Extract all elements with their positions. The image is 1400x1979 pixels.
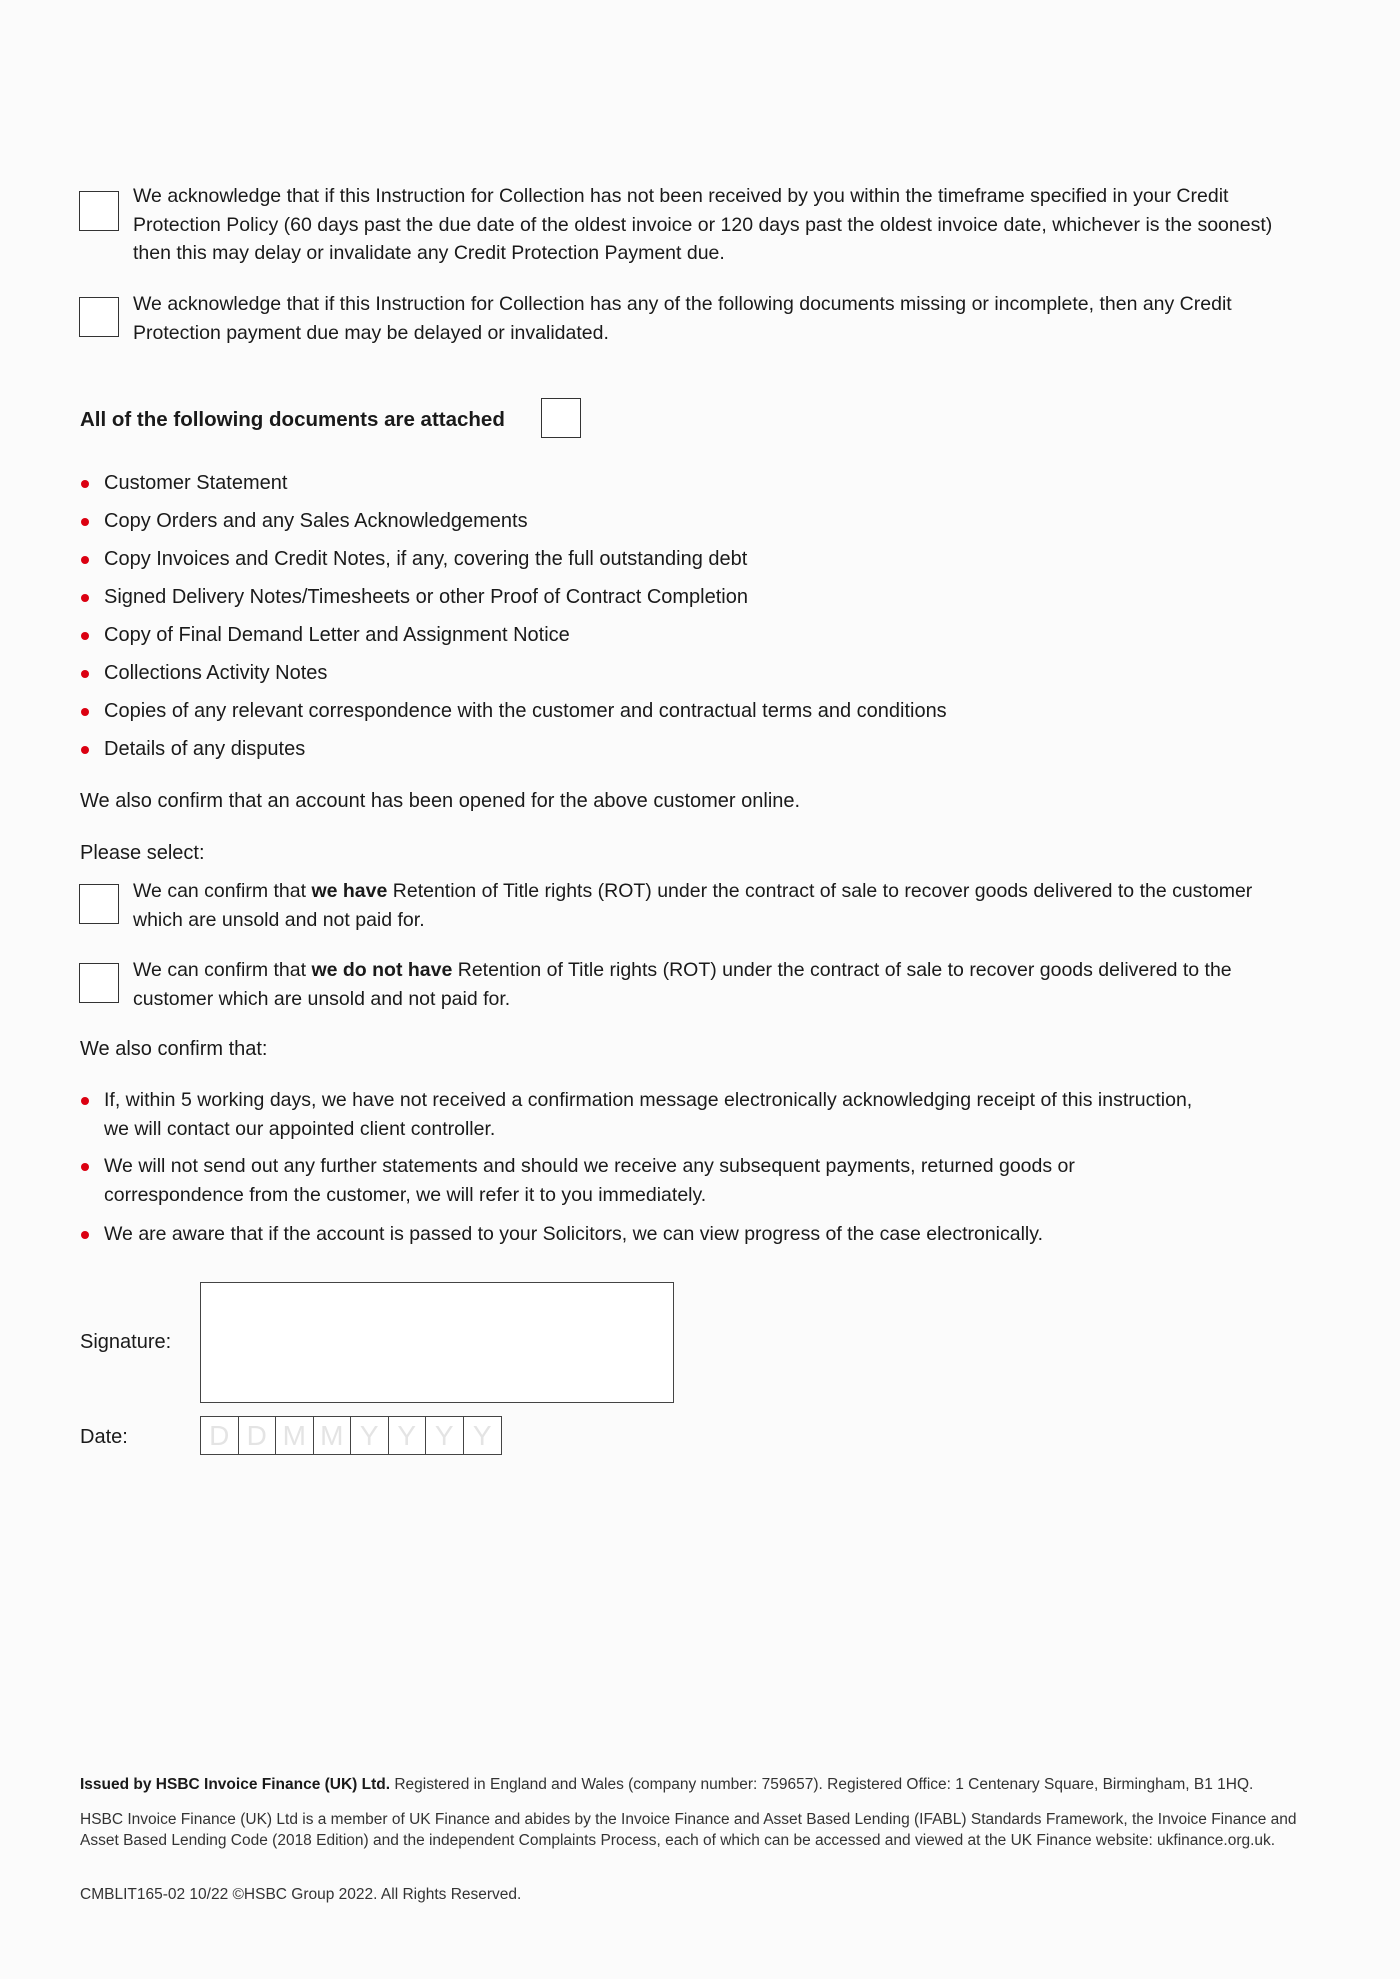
- rot-do-not-have-checkbox[interactable]: [79, 963, 119, 1003]
- signature-label: Signature:: [80, 1331, 172, 1353]
- acknowledge-missing-docs-text: We acknowledge that if this Instruction for Collection has any of the following documents missing or incomplete, then any Credit Protection payment due may be delayed or invalidated.: [133, 293, 1232, 344]
- document-item-label: Collections Activity Notes: [104, 662, 328, 684]
- bullet-icon: [81, 632, 89, 640]
- bullet-icon: [81, 480, 89, 488]
- document-item-label: Copy Invoices and Credit Notes, if any, covering the full outstanding debt: [104, 548, 748, 570]
- footer-issued-by: [80, 1774, 1253, 1795]
- footer-membership-text: HSBC Invoice Finance (UK) Ltd is a member of UK Finance and abides by the Invoice Finance and Asset Based Lending (IFABL) Standards Framework, the Invoice Finance and Asset Based Lending Code (2018 Edition) and the independent Complaints Process, each of which can be accessed and viewed at the UK Finance website: ukfinance.org.uk.: [80, 1811, 1297, 1849]
- bullet-icon: [81, 518, 89, 526]
- date-year-cell[interactable]: Y: [426, 1417, 464, 1454]
- footer-issued-by-rest: Registered in England and Wales (company number: 759657). Registered Office: 1 Centenary Square, Birmingham, B1 1HQ.: [390, 1776, 1254, 1793]
- document-item-label: Copy Orders and any Sales Acknowledgements: [104, 510, 528, 532]
- date-year-cell[interactable]: Y: [389, 1417, 427, 1454]
- bullet-icon: [81, 1231, 89, 1239]
- rot-have-text-bold: we have: [311, 880, 388, 902]
- rot-have-checkbox[interactable]: [79, 884, 119, 924]
- online-account-confirmation: We also confirm that an account has been opened for the above customer online.: [80, 790, 801, 812]
- date-month-cell[interactable]: M: [276, 1417, 314, 1454]
- rot-do-not-have-text-post: Retention of Title rights (ROT) under the contract of sale to recover goods delivered to the customer which are unsold and not paid for.: [133, 959, 1232, 1010]
- date-month-cell[interactable]: M: [314, 1417, 352, 1454]
- bullet-icon: [81, 594, 89, 602]
- document-item-label: Details of any disputes: [104, 738, 306, 760]
- rot-have-text-pre: We can confirm that: [133, 880, 312, 902]
- rot-do-not-have-text: [133, 956, 1293, 1013]
- document-item-label: Copy of Final Demand Letter and Assignment Notice: [104, 624, 570, 646]
- documents-heading: All of the following documents are attached: [80, 408, 505, 431]
- bullet-icon: [81, 1097, 89, 1105]
- confirm-item-text: We will not send out any further statements and should we receive any subsequent payments, returned goods or correspondence from the customer, we will refer it to you immediately.: [104, 1155, 1075, 1206]
- date-label: Date:: [80, 1426, 128, 1448]
- document-item-label: Copies of any relevant correspondence with the customer and contractual terms and conditions: [104, 700, 947, 722]
- bullet-icon: [81, 746, 89, 754]
- please-select-label: Please select:: [80, 842, 205, 864]
- footer-issued-by-bold: Issued by HSBC Invoice Finance (UK) Ltd.: [80, 1776, 391, 1793]
- signature-field[interactable]: [200, 1282, 674, 1403]
- acknowledge-timeframe-checkbox[interactable]: [79, 191, 119, 231]
- date-year-cell[interactable]: Y: [472, 1419, 492, 1451]
- rot-do-not-have-text-pre: We can confirm that: [133, 959, 312, 981]
- confirm-item-text: If, within 5 working days, we have not received a confirmation message electronically acknowledging receipt of this instruction, we will contact our appointed client controller.: [104, 1089, 1193, 1140]
- bullet-icon: [81, 1163, 89, 1171]
- documents-attached-checkbox[interactable]: [541, 398, 581, 438]
- bullet-icon: [81, 708, 89, 716]
- date-day-cell[interactable]: D: [201, 1417, 239, 1454]
- footer-reference: CMBLIT165-02 10/22 ©HSBC Group 2022. All Rights Reserved.: [80, 1886, 522, 1903]
- date-year-cell[interactable]: Y: [351, 1417, 389, 1454]
- acknowledge-timeframe-text: We acknowledge that if this Instruction for Collection has not been received by you within the timeframe specified in your Credit Protection Policy (60 days past the due date of the oldest invoice or 120 days past the oldest invoice date, whichever is the soonest) then this may delay or invalidate any Credit Protection Payment due.: [133, 185, 1273, 264]
- rot-do-not-have-text-bold: we do not have: [311, 959, 453, 981]
- bullet-icon: [81, 670, 89, 678]
- bullet-icon: [81, 556, 89, 564]
- acknowledge-missing-docs-checkbox[interactable]: [79, 297, 119, 337]
- rot-have-text-post: Retention of Title rights (ROT) under the contract of sale to recover goods delivered to the customer which are unsold and not paid for.: [133, 880, 1253, 931]
- document-item-label: Signed Delivery Notes/Timesheets or other Proof of Contract Completion: [104, 586, 748, 608]
- also-confirm-heading: We also confirm that:: [80, 1038, 268, 1060]
- rot-have-text: [133, 877, 1258, 934]
- confirm-item-text: We are aware that if the account is passed to your Solicitors, we can view progress of the case electronically.: [104, 1223, 1043, 1245]
- date-day-cell[interactable]: D: [239, 1417, 277, 1454]
- date-field[interactable]: [200, 1416, 502, 1455]
- document-item-label: Customer Statement: [104, 472, 288, 494]
